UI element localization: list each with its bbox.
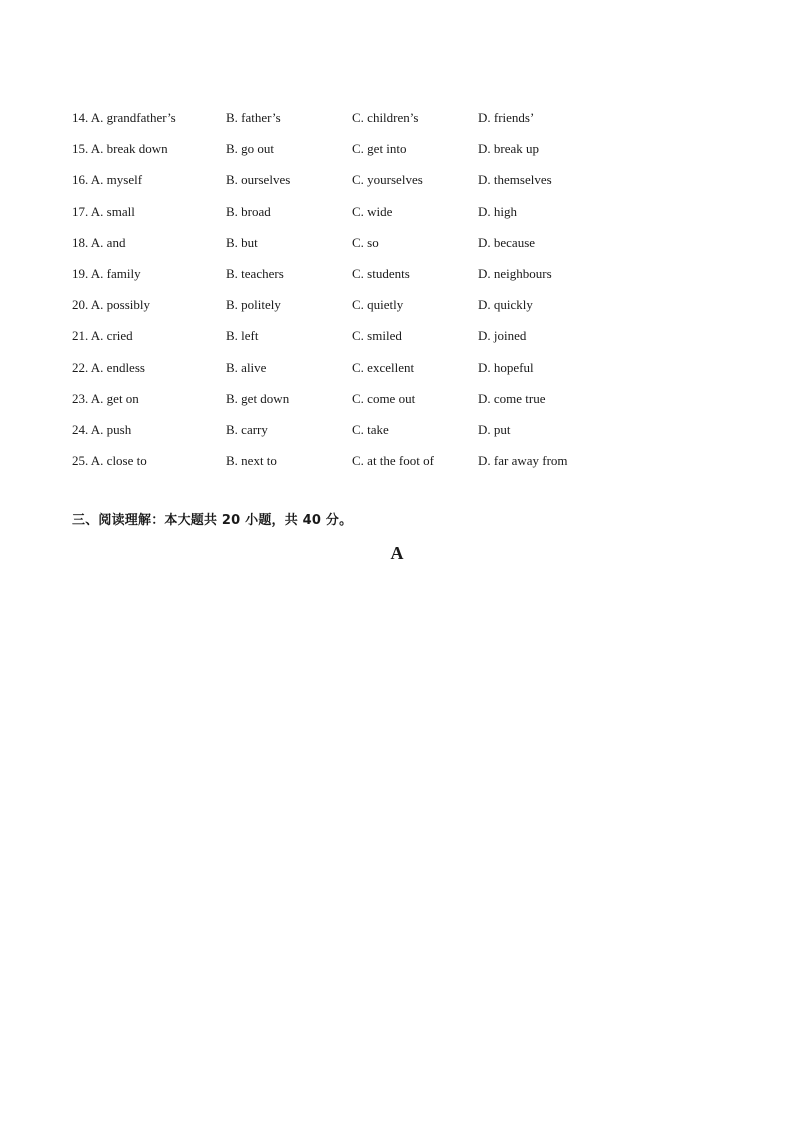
- question-row-23: [72, 383, 632, 414]
- option-b: B. alive: [226, 359, 267, 375]
- option-c: C. excellent: [352, 359, 415, 375]
- option-d: D. hopeful: [478, 359, 534, 375]
- option-d: D. break up: [478, 141, 540, 157]
- question-row-21: [72, 320, 632, 351]
- question-row-20: [72, 289, 632, 320]
- option-b: B. father’s: [226, 110, 281, 126]
- option-d: D. friends’: [478, 110, 535, 126]
- option-c: C. wide: [352, 203, 393, 219]
- option-a: 16. A. myself: [72, 172, 143, 188]
- option-b: B. teachers: [226, 266, 284, 282]
- option-c: C. yourselves: [352, 172, 423, 188]
- option-a: 19. A. family: [72, 266, 141, 282]
- question-row-16: [72, 164, 632, 195]
- option-b: B. politely: [226, 297, 281, 313]
- option-a: 21. A. cried: [72, 328, 133, 344]
- option-c: C. quietly: [352, 297, 404, 313]
- option-d: D. high: [478, 203, 517, 219]
- question-row-25: [72, 445, 632, 476]
- question-row-17: [72, 196, 632, 227]
- option-d: D. neighbours: [478, 266, 552, 282]
- option-a: 18. A. and: [72, 234, 126, 250]
- option-d: D. because: [478, 234, 536, 250]
- option-d: D. joined: [478, 328, 527, 344]
- option-c: C. children’s: [352, 110, 419, 126]
- option-b: B. next to: [226, 453, 277, 469]
- option-b: B. left: [226, 328, 259, 344]
- option-a: 17. A. small: [72, 203, 135, 219]
- option-b: B. carry: [226, 421, 268, 437]
- section-heading: 三、阅读理解：本大题共 20 小题，共 40 分。: [72, 513, 353, 528]
- cloze-options-list: [72, 102, 632, 476]
- option-a: 25. A. close to: [72, 453, 147, 469]
- option-a: 23. A. get on: [72, 390, 139, 406]
- option-a: 14. A. grandfather’s: [72, 110, 176, 126]
- question-row-24: [72, 414, 632, 445]
- question-row-22: [72, 352, 632, 383]
- option-b: B. broad: [226, 203, 271, 219]
- option-d: D. quickly: [478, 297, 533, 313]
- option-b: B. ourselves: [226, 172, 291, 188]
- option-b: B. but: [226, 234, 258, 250]
- question-row-14: [72, 102, 632, 133]
- option-d: D. put: [478, 421, 511, 437]
- option-a: 15. A. break down: [72, 141, 168, 157]
- option-c: C. smiled: [352, 328, 402, 344]
- option-c: C. so: [352, 234, 379, 250]
- option-c: C. at the foot of: [352, 453, 434, 469]
- question-row-15: [72, 133, 632, 164]
- option-c: C. get into: [352, 141, 407, 157]
- option-a: 24. A. push: [72, 421, 132, 437]
- question-row-19: [72, 258, 632, 289]
- option-d: D. themselves: [478, 172, 552, 188]
- option-d: D. come true: [478, 390, 546, 406]
- option-b: B. go out: [226, 141, 275, 157]
- question-row-18: [72, 227, 632, 258]
- option-a: 22. A. endless: [72, 359, 145, 375]
- option-d: D. far away from: [478, 453, 568, 469]
- option-a: 20. A. possibly: [72, 297, 151, 313]
- option-c: C. come out: [352, 390, 416, 406]
- passage-title: A: [390, 543, 404, 563]
- option-c: C. students: [352, 266, 410, 282]
- option-c: C. take: [352, 421, 389, 437]
- option-b: B. get down: [226, 390, 290, 406]
